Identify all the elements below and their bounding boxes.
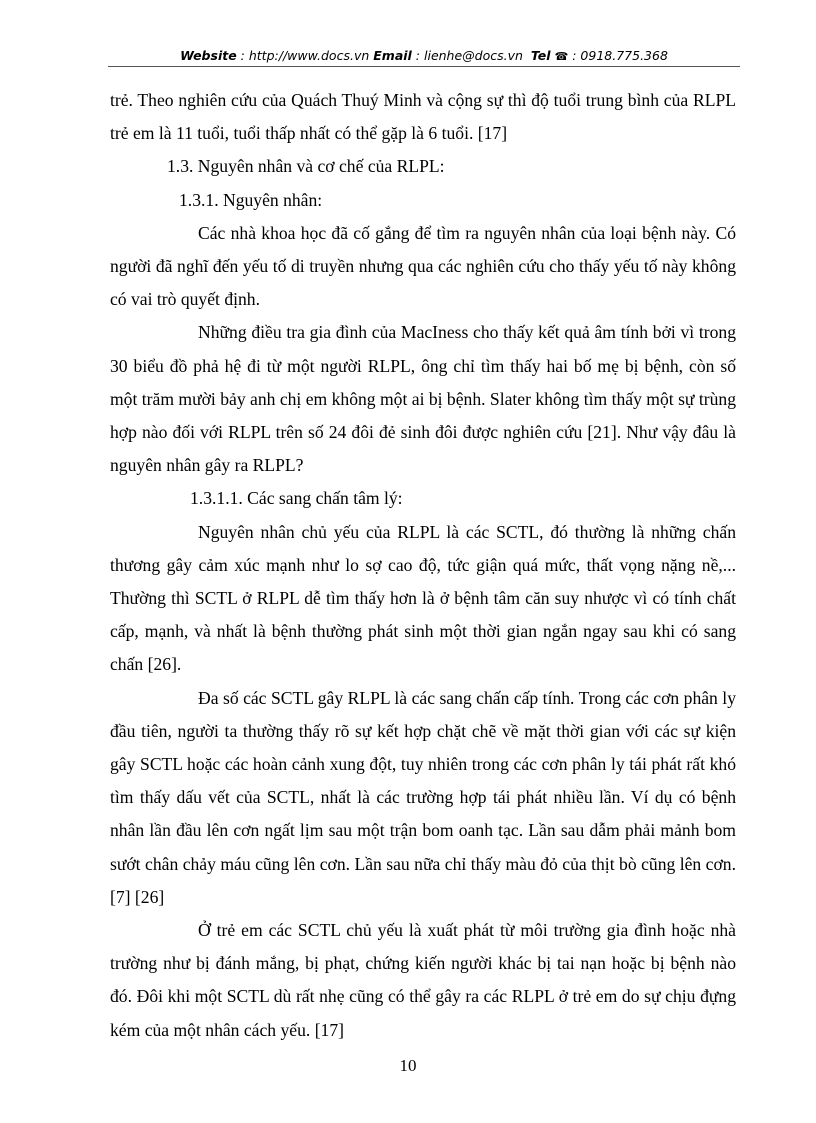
- phone-icon: ☎: [554, 50, 569, 63]
- document-body: [110, 84, 736, 1047]
- tel-label: Tel: [530, 48, 551, 63]
- website-separator: :: [236, 48, 249, 63]
- email-label: Email: [373, 48, 412, 63]
- page-header: [108, 46, 740, 67]
- paragraph: trẻ. Theo nghiên cứu của Quách Thuý Minh và cộng sự thì độ tuổi trung bình của RLPL trẻ em là 11 tuổi, tuổi thấp nhất có thể gặp là 6 tuổi. [17]: [110, 90, 736, 144]
- subsubsection-heading: 1.3.1.1. Các sang chấn tâm lý:: [190, 488, 403, 509]
- subsection-heading: 1.3.1. Nguyên nhân:: [179, 189, 323, 210]
- email-address: lienhe@docs.vn: [424, 48, 523, 63]
- phone-number: : 0918.775.368: [568, 48, 668, 63]
- paragraph: Những điều tra gia đình của MacIness cho thấy kết quả âm tính bởi vì trong 30 biểu đồ phả hệ đi từ một người RLPL, ông chỉ tìm thấy hai bố mẹ bị bệnh, còn số một trăm mười bảy anh chị em không một ai bị bệnh. Slater không tìm thấy một sự trùng hợp nào đối với RLPL trên số 24 đôi đẻ sinh đôi được nghiên cứu [21]. Như vậy đâu là nguyên nhân gây ra RLPL?: [110, 322, 736, 476]
- website-label: Website: [180, 48, 237, 63]
- page-number: 10: [399, 1056, 417, 1075]
- paragraph: Ở trẻ em các SCTL chủ yếu là xuất phát từ môi trường gia đình hoặc nhà trường như bị đánh mắng, bị phạt, chứng kiến người khác bị tai nạn hoặc bị bệnh nào đó. Đôi khi một SCTL dù rất nhẹ cũng có thể gây ra các RLPL ở trẻ em do sự chịu đựng kém của một nhân cách yếu. [17]: [110, 920, 736, 1040]
- paragraph: Các nhà khoa học đã cố gắng để tìm ra nguyên nhân của loại bệnh này. Có người đã nghĩ đến yếu tố di truyền nhưng qua các nghiên cứu cho thấy yếu tố này không có vai trò quyết định.: [110, 222, 736, 310]
- paragraph: Nguyên nhân chủ yếu của RLPL là các SCTL, đó thường là những chấn thương gây cảm xúc mạnh như lo sợ cao độ, tức giận quá mức, thất vọng nặng nề,... Thường thì SCTL ở RLPL dễ tìm thấy hơn là ở bệnh tâm căn suy nhược vì có tính chất cấp, mạnh, và nhất là bệnh thường phát sinh một thời gian ngắn ngay sau khi có sang chấn [26].: [110, 521, 736, 675]
- section-heading: 1.3. Nguyên nhân và cơ chế của RLPL:: [167, 156, 445, 177]
- paragraph: Đa số các SCTL gây RLPL là các sang chấn cấp tính. Trong các cơn phân ly đầu tiên, người ta thường thấy rõ sự kết hợp chặt chẽ về mặt thời gian với các sự kiện gây SCTL hoặc các hoàn cảnh xung đột, tuy nhiên trong các cơn phân ly tái phát rất khó tìm thấy dấu vết của SCTL, nhất là các trường hợp tái phát nhiều lần. Ví dụ có bệnh nhân lần đầu lên cơn ngất lịm sau một trận bom oanh tạc. Lần sau dẫm phải mảnh bom sướt chân chảy máu cũng lên cơn. Lần sau nữa chỉ thấy màu đỏ của thịt bò cũng lên cơn.[7] [26]: [110, 687, 736, 907]
- website-url: http://www.docs.vn: [248, 48, 370, 63]
- email-separator: :: [411, 48, 424, 63]
